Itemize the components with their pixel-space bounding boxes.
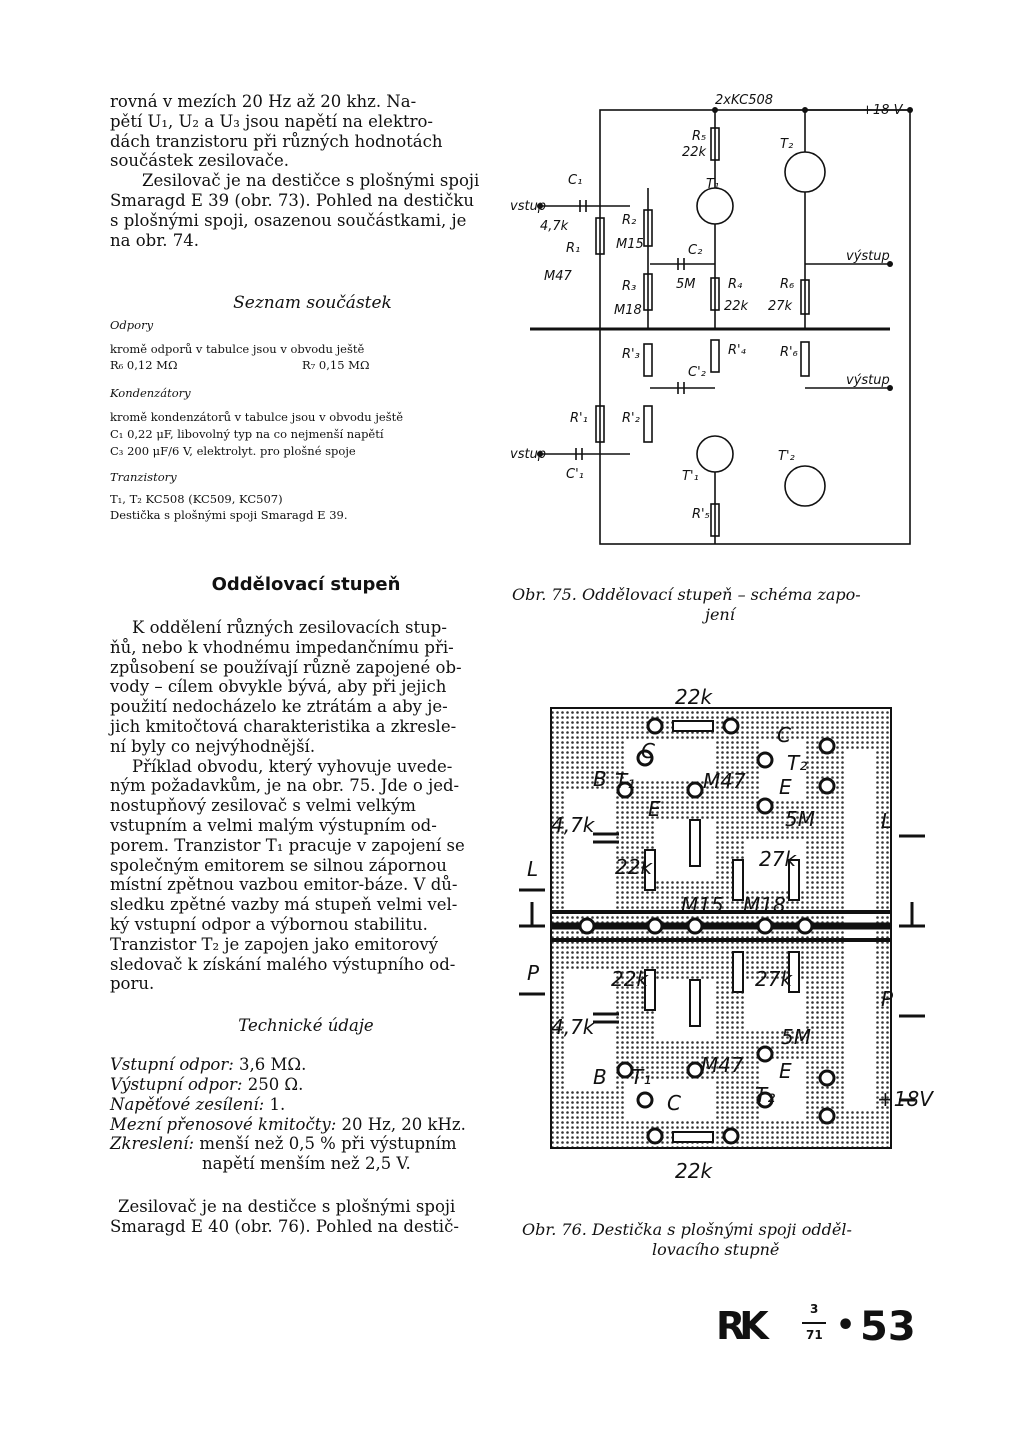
section-heading: Oddělovací stupeň: [211, 574, 401, 595]
spec-label: Napěťové zesílení:: [110, 1094, 265, 1114]
pcb-label: E: [648, 797, 661, 821]
schematic-label: R'₄: [728, 343, 746, 358]
spec-row: [110, 1095, 502, 1115]
pcb-label: T₁: [631, 1065, 652, 1089]
paragraph-line: vody – cílem obvykle bývá, aby při jejich: [110, 677, 447, 697]
pcb-label: 5M: [781, 1025, 811, 1049]
intro-line: na obr. 74.: [110, 230, 200, 250]
paragraph-line: sledku zpětné vazby má stupeň velmi vel-: [110, 895, 458, 915]
schematic-label: M47: [544, 269, 572, 284]
pcb-label: +18V: [877, 1087, 933, 1111]
section-separation-stage: [110, 572, 502, 1237]
schematic-label: vstup: [510, 447, 547, 462]
capacitor-c3: C₃ 200 μF/6 V, elektrolyt. pro plošné spoje: [110, 444, 356, 458]
paragraph-line: sledovač k získání malého výstupního od-: [110, 954, 456, 974]
page-footer: [716, 1300, 916, 1360]
pcb-label: P: [527, 961, 540, 985]
intro-line: Zesilovač je na destičce s plošnými spoji: [142, 171, 480, 191]
schematic-label: R'₁: [570, 411, 588, 426]
schematic-label: T'₂: [778, 449, 795, 464]
pcb-label: L: [527, 857, 539, 881]
pcb-label: 22k: [615, 855, 653, 879]
schematic-label: R'₅: [692, 507, 710, 522]
resistors-heading: Odpory: [110, 318, 154, 332]
pcb-label: T₂: [787, 751, 808, 775]
board-note: Destička s plošnými spoji Smaragd E 39.: [110, 508, 348, 522]
schematic-label: 22k: [682, 145, 707, 160]
paragraph-line: ký vstupní odpor a výbornou stabilitu.: [110, 914, 428, 934]
spec-row: [110, 1115, 502, 1135]
pcb-label: E: [779, 775, 792, 799]
schematic-label: C'₁: [566, 467, 584, 482]
intro-line: součástek zesilovače.: [110, 151, 290, 171]
pcb-label: B: [593, 767, 607, 791]
capacitors-text: kromě kondenzátorů v tabulce jsou v obvodu ještě: [110, 410, 404, 424]
intro-line: dách tranzistoru při různých hodnotách: [110, 131, 443, 151]
spec-label: Výstupní odpor:: [110, 1074, 243, 1094]
transistors-heading: Tranzistory: [110, 470, 177, 484]
schematic-label: výstup: [846, 249, 890, 264]
schematic-label: R'₃: [622, 347, 640, 362]
pcb-label: M47: [701, 1053, 744, 1077]
paragraph-line: ňů, nebo k vhodnému impedančnímu při-: [110, 637, 454, 657]
spec-row: [110, 1075, 502, 1095]
paragraph-line: způsobení se používají různě zapojené ob-: [110, 657, 462, 677]
schematic-label: R₂: [622, 213, 637, 228]
paragraph-line: ní byly co nejvýhodnější.: [110, 736, 316, 756]
schematic-label: R₃: [622, 279, 637, 294]
spec-value: 250 Ω.: [242, 1074, 304, 1094]
schematic-label: R₆: [780, 277, 795, 292]
paragraph-line: vstupním a velmi malým výstupním od-: [110, 815, 437, 835]
pcb-label: M15: [681, 893, 724, 917]
pcb-label: E: [779, 1059, 792, 1083]
spec-continuation: napětí menším než 2,5 V.: [202, 1154, 411, 1174]
pcb-label: B: [593, 1065, 607, 1089]
schematic-label: R₁: [566, 241, 581, 256]
pcb-label: T₁: [615, 769, 636, 793]
fig75-caption-cont: jení: [705, 605, 735, 624]
pcb-label: P: [881, 987, 894, 1011]
intro-line: rovná v mezích 20 Hz až 20 khz. Na-: [110, 92, 417, 111]
intro-line: s plošnými spoji, osazenou součástkami, je: [110, 210, 467, 230]
paragraph-line: nostupňový zesilovač s velmi velkým: [110, 796, 416, 816]
page-number: 53: [860, 1304, 916, 1350]
pcb-label: 4,7k: [551, 813, 595, 837]
paragraph-line: použití nedocházelo ke ztrátám a aby je-: [110, 697, 448, 717]
resistor-r7: R₇ 0,15 MΩ: [302, 358, 370, 372]
schematic-label: 5M: [676, 277, 696, 292]
pcb-label: C: [777, 723, 791, 747]
schematic-label: R₅: [692, 129, 707, 144]
pcb-label: 27k: [759, 847, 797, 871]
closing-line: Smaragd E 40 (obr. 76). Pohled na destič-: [110, 1216, 459, 1236]
paragraph-line: K oddělení různých zesilovacích stup-: [132, 618, 447, 637]
paragraph-line: společným emitorem se silnou zápornou: [110, 855, 447, 875]
issue-year: 71: [806, 1328, 823, 1342]
spec-value: 3,6 MΩ.: [233, 1055, 307, 1075]
fig76-pcb: [515, 680, 945, 1185]
closing-line: Zesilovač je na destičce s plošnými spoji: [118, 1196, 456, 1216]
resistors-text: kromě odporů v tabulce jsou v obvodu ještě: [110, 342, 365, 356]
schematic-label: 27k: [768, 299, 793, 314]
spec-label: Mezní přenosové kmitočty:: [110, 1114, 337, 1134]
intro-paragraph: [110, 92, 502, 250]
fig76-caption: Obr. 76. Destička s plošnými spoji odděl-: [522, 1220, 852, 1239]
pcb-label: T₂: [755, 1083, 776, 1107]
issue-number: 3: [810, 1302, 819, 1316]
spec-list: [110, 1055, 502, 1174]
pcb-label: 22k: [675, 685, 713, 709]
fig76-caption-cont: lovacího stupně: [652, 1240, 780, 1259]
pcb-label: 4,7k: [551, 1015, 595, 1039]
schematic-label: M18: [614, 303, 642, 318]
schematic-label: R'₂: [622, 411, 640, 426]
schematic-label: C'₂: [688, 365, 706, 380]
spec-row: [110, 1055, 502, 1075]
parts-list-title: Seznam součástek: [233, 293, 392, 313]
paragraph-line: Příklad obvodu, který vyhovuje uvede-: [132, 756, 453, 776]
spec-value: menší než 0,5 % při výstupním: [194, 1134, 457, 1154]
schematic-label: +18 V: [862, 103, 903, 118]
schematic-label: C₂: [688, 243, 703, 258]
pcb-label: M47: [703, 769, 746, 793]
fig75-schematic: [510, 88, 930, 553]
schematic-label: T'₁: [682, 469, 699, 484]
schematic-label: M15: [616, 237, 644, 252]
paragraph-line: porem. Tranzistor T₁ pracuje v zapojení se: [110, 835, 465, 855]
resistor-r6: R₆ 0,12 MΩ: [110, 358, 178, 372]
schematic-label: C₁: [568, 173, 583, 188]
capacitors-heading: Kondenzátory: [110, 386, 191, 400]
pcb-label: C: [667, 1091, 681, 1115]
schematic-label: T₂: [780, 137, 794, 152]
pcb-label: C: [641, 739, 655, 763]
tech-data-heading: Technické údaje: [238, 1016, 374, 1036]
schematic-label: R₄: [728, 277, 743, 292]
schematic-label: 2xKC508: [715, 93, 774, 108]
spec-value: 20 Hz, 20 kHz.: [336, 1114, 466, 1134]
schematic-label: R'₆: [780, 345, 798, 360]
paragraph-line: poru.: [110, 974, 155, 994]
pcb-label: 22k: [611, 967, 649, 991]
pcb-label: 5M: [785, 807, 815, 831]
bullet: •: [836, 1308, 856, 1343]
parts-list: [110, 292, 515, 522]
schematic-label: výstup: [846, 373, 890, 388]
schematic-label: 22k: [724, 299, 749, 314]
magazine-logo: RK: [716, 1304, 763, 1348]
capacitor-c1: C₁ 0,22 μF, libovolný typ na co nejmenší napětí: [110, 427, 384, 441]
spec-label: Zkreslení:: [110, 1134, 195, 1154]
schematic-label: 4,7k: [540, 219, 569, 234]
pcb-label: M18: [743, 893, 786, 917]
spec-row: [110, 1134, 502, 1154]
paragraph-line: ným požadavkům, je na obr. 75. Jde o jed-: [110, 776, 460, 796]
pcb-label: 22k: [675, 1159, 713, 1183]
intro-line: Smaragd E 39 (obr. 73). Pohled na destičku: [110, 190, 474, 210]
spec-value: 1.: [264, 1094, 286, 1114]
paragraph-line: jich kmitočtová charakteristika a zkresle-: [110, 716, 457, 736]
pcb-label: L: [881, 809, 893, 833]
transistor-list: T₁, T₂ KC508 (KC509, KC507): [110, 492, 283, 506]
spec-label: Vstupní odpor:: [110, 1055, 234, 1075]
fig75-caption: Obr. 75. Oddělovací stupeň – schéma zapo-: [512, 585, 861, 604]
schematic-label: vstup: [510, 199, 547, 214]
pcb-label: 27k: [755, 967, 793, 991]
schematic-label: T₁: [706, 177, 720, 192]
paragraph-line: Tranzistor T₂ je zapojen jako emitorový: [110, 934, 439, 954]
paragraph-line: místní zpětnou vazbou emitor-báze. V dů-: [110, 875, 458, 895]
intro-line: pětí U₁, U₂ a U₃ jsou napětí na elektro-: [110, 111, 433, 131]
